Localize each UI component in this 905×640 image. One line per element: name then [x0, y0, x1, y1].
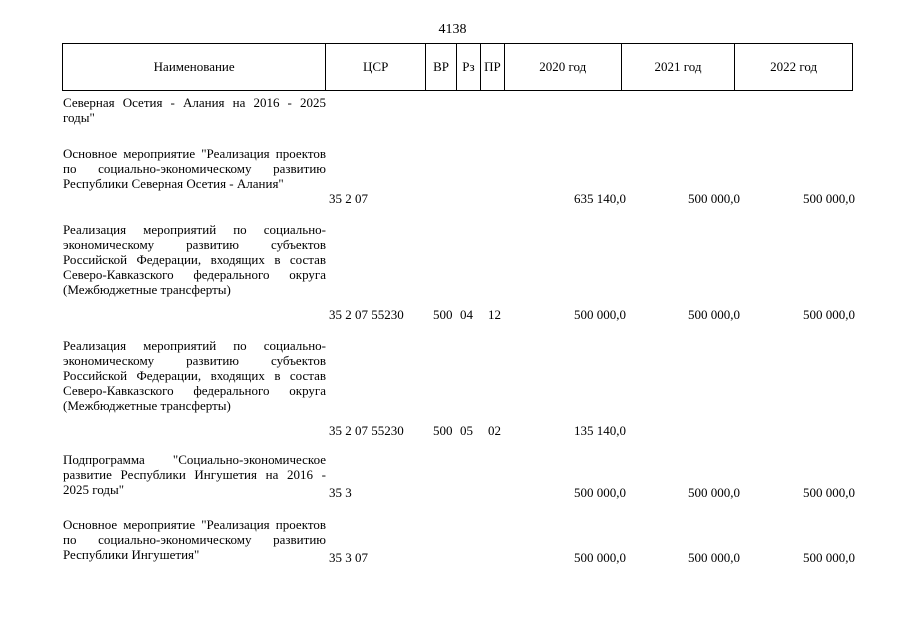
table-header — [62, 43, 853, 91]
header-vr: ВР — [426, 44, 457, 90]
row-vr: 500 — [433, 307, 453, 322]
row-2022: 500 000,0 — [803, 485, 855, 500]
table-row — [0, 222, 905, 322]
row-2020: 635 140,0 — [574, 191, 626, 206]
table-row — [0, 338, 905, 438]
row-2022: 500 000,0 — [803, 191, 855, 206]
row-csr: 35 3 — [329, 485, 352, 500]
header-2020: 2020 год — [505, 44, 622, 90]
row-pr: 02 — [488, 423, 501, 438]
row-name: Основное мероприятие "Реализация проектов по социально-экономическому развитию Республики Северная Осетия - Алания" — [63, 146, 326, 191]
header-csr: ЦСР — [326, 44, 426, 90]
row-rz: 04 — [460, 307, 473, 322]
row-2021: 500 000,0 — [688, 191, 740, 206]
row-csr: 35 3 07 — [329, 550, 368, 565]
row-2021: 500 000,0 — [688, 485, 740, 500]
row-2022: 500 000,0 — [803, 307, 855, 322]
row-2020: 500 000,0 — [574, 550, 626, 565]
row-csr: 35 2 07 — [329, 191, 368, 206]
row-vr: 500 — [433, 423, 453, 438]
row-2021: 500 000,0 — [688, 307, 740, 322]
row-name: Реализация мероприятий по социально-экономическому развитию субъектов Российской Федерации, входящих в состав Северо-Кавказского федерального округа (Межбюджетные трансферты) — [63, 338, 326, 413]
row-csr: 35 2 07 55230 — [329, 307, 404, 322]
row-name: Реализация мероприятий по социально-экономическому развитию субъектов Российской Федерации, входящих в состав Северо-Кавказского федерального округа (Межбюджетные трансферты) — [63, 222, 326, 297]
row-2021: 500 000,0 — [688, 550, 740, 565]
row-2022: 500 000,0 — [803, 550, 855, 565]
table-row — [0, 517, 905, 565]
header-pr: ПР — [481, 44, 505, 90]
row-rz: 05 — [460, 423, 473, 438]
table-row — [0, 452, 905, 500]
header-2022: 2022 год — [770, 59, 818, 74]
row-name: Основное мероприятие "Реализация проектов по социально-экономическому развитию Республики Ингушетия" — [63, 517, 326, 562]
row-csr: 35 2 07 55230 — [329, 423, 404, 438]
row-2020: 135 140,0 — [574, 423, 626, 438]
table-row — [0, 146, 905, 206]
page-number: 4138 — [438, 22, 467, 37]
row-pr: 12 — [488, 307, 501, 322]
row-2020: 500 000,0 — [574, 485, 626, 500]
row-2020: 500 000,0 — [574, 307, 626, 322]
header-2021: 2021 год — [622, 44, 736, 90]
row-name: Северная Осетия - Алания на 2016 - 2025 годы" — [63, 95, 326, 125]
header-rz: Рз — [457, 44, 481, 90]
row-name: Подпрограмма "Социально-экономическое развитие Республики Ингушетия на 2016 - 2025 годы" — [63, 452, 326, 497]
header-name: Наименование — [63, 44, 326, 90]
table-row — [0, 95, 905, 125]
